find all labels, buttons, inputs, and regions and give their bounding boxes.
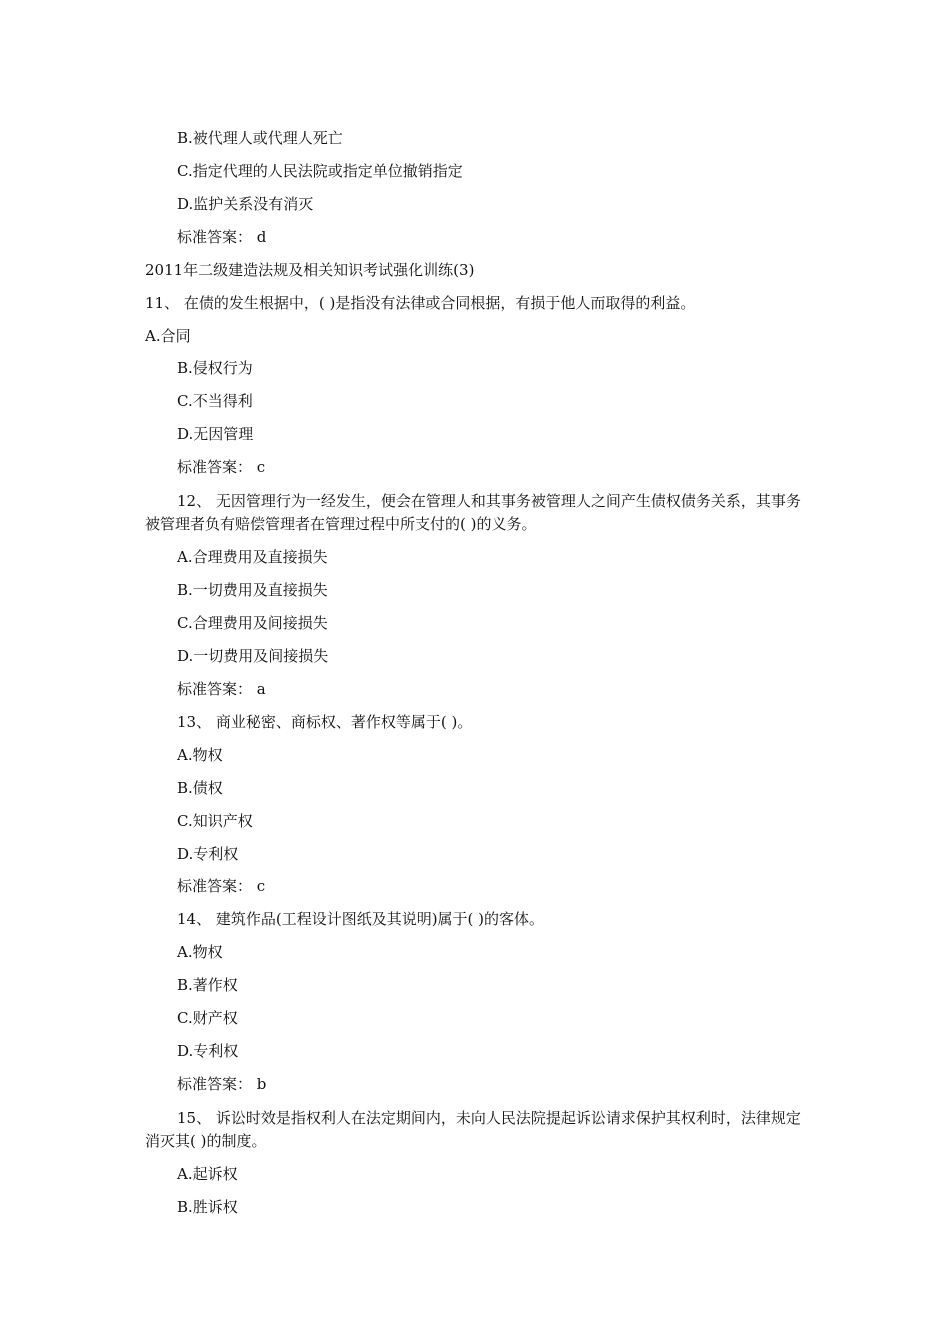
- q11-answer: 标准答案： c: [177, 458, 266, 476]
- q14-option-b: B.著作权: [177, 976, 238, 994]
- q11-option-d: D.无因管理: [177, 425, 254, 443]
- q11-option-b: B.侵权行为: [177, 359, 253, 377]
- q13-answer: 标准答案： c: [177, 877, 266, 895]
- q13-option-b: B.债权: [177, 779, 223, 797]
- q12-option-d: D.一切费用及间接损失: [177, 647, 329, 665]
- q14-option-a: A.物权: [177, 943, 223, 961]
- q14-answer: 标准答案： b: [177, 1075, 267, 1093]
- q13-option-c: C.知识产权: [177, 812, 253, 830]
- q15-option-a: A.起诉权: [177, 1165, 238, 1183]
- q15-option-b: B.胜诉权: [177, 1198, 238, 1216]
- question-13: 13、 商业秘密、商标权、著作权等属于( )。: [177, 713, 473, 731]
- q12-option-a: A.合理费用及直接损失: [177, 548, 328, 566]
- question-14: 14、 建筑作品(工程设计图纸及其说明)属于( )的客体。: [177, 910, 545, 928]
- q11-option-c: C.不当得利: [177, 392, 253, 410]
- q13-option-d: D.专利权: [177, 845, 239, 863]
- q11-option-a: A.合同: [145, 327, 191, 345]
- option-b-prev: B.被代理人或代理人死亡: [177, 129, 343, 147]
- q12-option-b: B.一切费用及直接损失: [177, 581, 328, 599]
- option-d-prev: D.监护关系没有消灭: [177, 195, 314, 213]
- question-11: 11、 在债的发生根据中，( )是指没有法律或合同根据，有损于他人而取得的利益。: [145, 294, 696, 312]
- option-c-prev: C.指定代理的人民法院或指定单位撤销指定: [177, 162, 463, 180]
- q12-option-c: C.合理费用及间接损失: [177, 614, 328, 632]
- section-title: 2011年二级建造法规及相关知识考试强化训练(3): [145, 261, 475, 279]
- q12-answer: 标准答案： a: [177, 680, 266, 698]
- q14-option-c: C.财产权: [177, 1009, 238, 1027]
- question-12: 12、 无因管理行为一经发生，便会在管理人和其事务被管理人之间产生债权债务关系，其事务被管理者负有赔偿管理者在管理过程中所支付的( )的义务。: [145, 492, 801, 533]
- answer-prev: 标准答案： d: [177, 228, 267, 246]
- q14-option-d: D.专利权: [177, 1042, 239, 1060]
- question-15: 15、 诉讼时效是指权利人在法定期间内，未向人民法院提起诉讼请求保护其权利时，法律规定消灭其( )的制度。: [145, 1109, 801, 1150]
- q13-option-a: A.物权: [177, 746, 223, 764]
